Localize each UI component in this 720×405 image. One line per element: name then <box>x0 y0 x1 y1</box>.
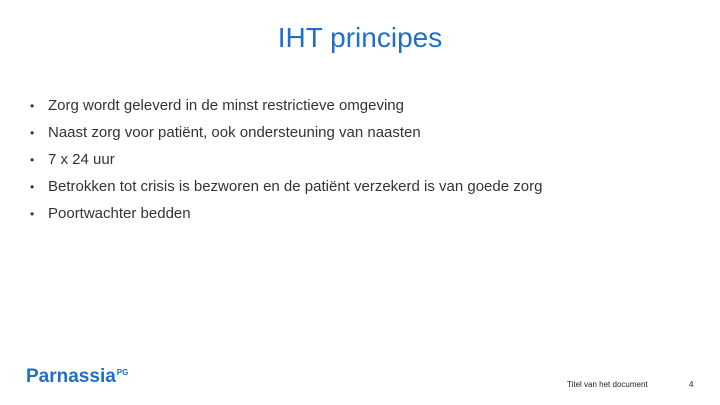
bullet-icon: • <box>30 126 35 140</box>
page-number: 4 <box>689 380 694 389</box>
bullet-item <box>30 178 542 205</box>
bullet-item <box>30 205 542 232</box>
bullet-list <box>30 97 542 232</box>
bullet-text: Poortwachter bedden <box>48 205 191 222</box>
bullet-text: 7 x 24 uur <box>48 151 115 168</box>
footer-document-title: Titel van het document <box>567 380 648 389</box>
bullet-icon: • <box>30 153 35 167</box>
bullet-item <box>30 97 542 124</box>
parnassia-logo <box>26 366 128 388</box>
logo-text: Parnassia <box>26 366 116 387</box>
slide-title: IHT principes <box>277 22 443 53</box>
bullet-text: Naast zorg voor patiënt, ook ondersteuning van naasten <box>48 124 421 141</box>
bullet-item <box>30 124 542 151</box>
bullet-text: Zorg wordt geleverd in de minst restrictieve omgeving <box>48 97 404 114</box>
bullet-icon: • <box>30 180 35 194</box>
bullet-icon: • <box>30 99 35 113</box>
bullet-icon: • <box>30 207 35 221</box>
bullet-item <box>30 151 542 178</box>
logo-superscript: PG <box>116 368 129 377</box>
bullet-text: Betrokken tot crisis is bezworen en de patiënt verzekerd is van goede zorg <box>48 178 543 195</box>
